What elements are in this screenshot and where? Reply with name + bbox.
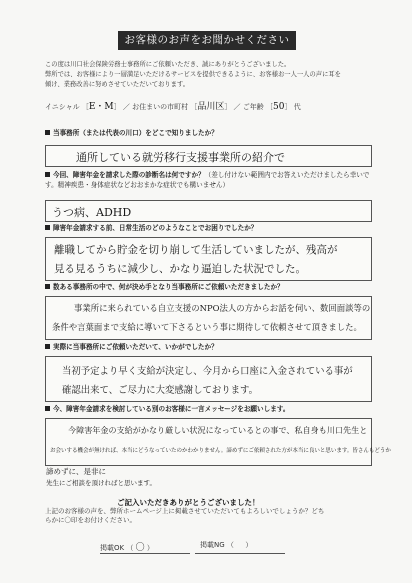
answer-text: 見る見るうちに減少し、かなり逼迫した状況でした。: [54, 263, 306, 275]
question-label: 今回、障害年金を請求した際の診断名は何ですか？: [53, 171, 205, 179]
city-value: 品川区: [197, 102, 225, 112]
initial-value: E・M: [88, 102, 114, 112]
city-label: お住まいの市町村: [132, 103, 189, 111]
question-3: [45, 223, 375, 233]
answer-text: 確認出来て、ご尽力に大変感謝しております。: [62, 385, 258, 396]
question-label: 数ある事務所の中で、何が決め手となり当事務所にご依頼いただきましたか？: [53, 283, 284, 291]
answer-text: 当初予定より早く支給が決定し、今月から口座に入金されている事が: [62, 366, 353, 377]
closing-line: 上記のお客様の声を、弊所ホームページ上に掲載させていただいてもよろしいでしょうか？どち: [45, 507, 325, 515]
question-note: （差し付けない範囲内でお答えいただけましたら幸いです。精神疾患・身体症状などおおまかな症状でも構いません）: [45, 171, 370, 189]
closing-line: らかに〇印をお付けください。: [45, 516, 136, 524]
intro-line: 傾け、業務改善に努めさせていただいております。: [45, 81, 190, 88]
answer-box-5: [45, 356, 372, 402]
publish-ok-option[interactable]: 掲載OK （ 〇 ）: [100, 543, 154, 553]
answer-text: 事業所に来られている自立支援のNPO法人の方からお話を伺い、数回面談等の: [74, 303, 371, 313]
answer-box-2: [45, 200, 372, 222]
answer-text: 条件や言葉面まで支給に導いて下さるという事に期待して依頼させて頂きました。: [52, 322, 362, 332]
square-bullet-icon: [45, 130, 50, 135]
question-label: 実際に当事務所にご依頼いただいて、いかがでしたか？: [53, 343, 218, 351]
age-unit: 代: [293, 103, 301, 111]
question-label: 当事務所（または代表の川口）をどこで知りましたか？: [53, 129, 218, 137]
answer-box-1: [45, 145, 372, 167]
answer-box-3: [45, 237, 372, 281]
intro-line: この度は川口社会保険労務士事務所にご依頼いただき、誠にありがとうございました。: [45, 61, 291, 68]
square-bullet-icon: [45, 225, 50, 230]
intro-text: [45, 60, 375, 90]
publish-ok-mark: 〇: [135, 543, 145, 553]
answer-text: お会いする機会が無ければ、本当にどうなっていたのかわかりません。諦めずにご依頼された方が本当に良いと思います。皆さんもどうか: [50, 448, 391, 454]
closing-text: [45, 498, 385, 525]
question-6: [45, 404, 375, 414]
answer-text: うつ病、ADHD: [52, 206, 132, 219]
initial-label: イニシャル: [45, 103, 80, 111]
respondent-info: イニシャル ［E・M］ ／ お住まいの市町村 ［品川区］ ／ ご年齢 ［50］ 代: [45, 102, 301, 112]
square-bullet-icon: [45, 284, 50, 289]
age-value: 50: [273, 102, 285, 112]
answer-text: 先生にご相談を頂ければと思います。: [46, 479, 156, 487]
page-title: お客様のお声をお聞かせください: [118, 31, 296, 50]
answer-text: 今障害年金の支給がかなり厳しい状況になっているとの事で、私自身も川口先生と: [68, 425, 368, 435]
thanks-message: ご記入いただきありがとうございました！: [117, 498, 260, 507]
question-4: [45, 282, 375, 292]
divider: [100, 553, 190, 554]
answer-text: 離職してから貯金を切り崩して生活していましたが、残高が: [54, 244, 338, 256]
publish-ok-label: 掲載OK: [100, 544, 125, 552]
question-2: [45, 170, 375, 190]
square-bullet-icon: [45, 406, 50, 411]
divider: [195, 553, 285, 554]
answer-box-4: [45, 296, 372, 340]
publish-ng-label: 掲載NG: [200, 541, 225, 549]
square-bullet-icon: [45, 172, 50, 177]
intro-line: 弊所では、お客様により一層満足いただけるサービスを提供できるように、お客様お一人一人の声に耳を: [45, 71, 341, 78]
answer-text: 諦めずに、是非に: [46, 467, 106, 476]
question-label: 障害年金請求する前、日常生活のどのようなことでお困りでしたか？: [53, 224, 258, 232]
question-label: 今、障害年金請求を検討している別のお客様に一言メッセージをお願いします。: [53, 405, 290, 413]
publish-ng-option[interactable]: 掲載NG （ ）: [200, 541, 253, 549]
answer-box-6: [45, 418, 391, 466]
square-bullet-icon: [45, 344, 50, 349]
question-5: [45, 342, 375, 352]
answer-text: 通所している就労移行支援事業所の紹介で: [76, 151, 285, 164]
age-label: ご年齢: [242, 103, 264, 111]
question-1: [45, 128, 375, 138]
